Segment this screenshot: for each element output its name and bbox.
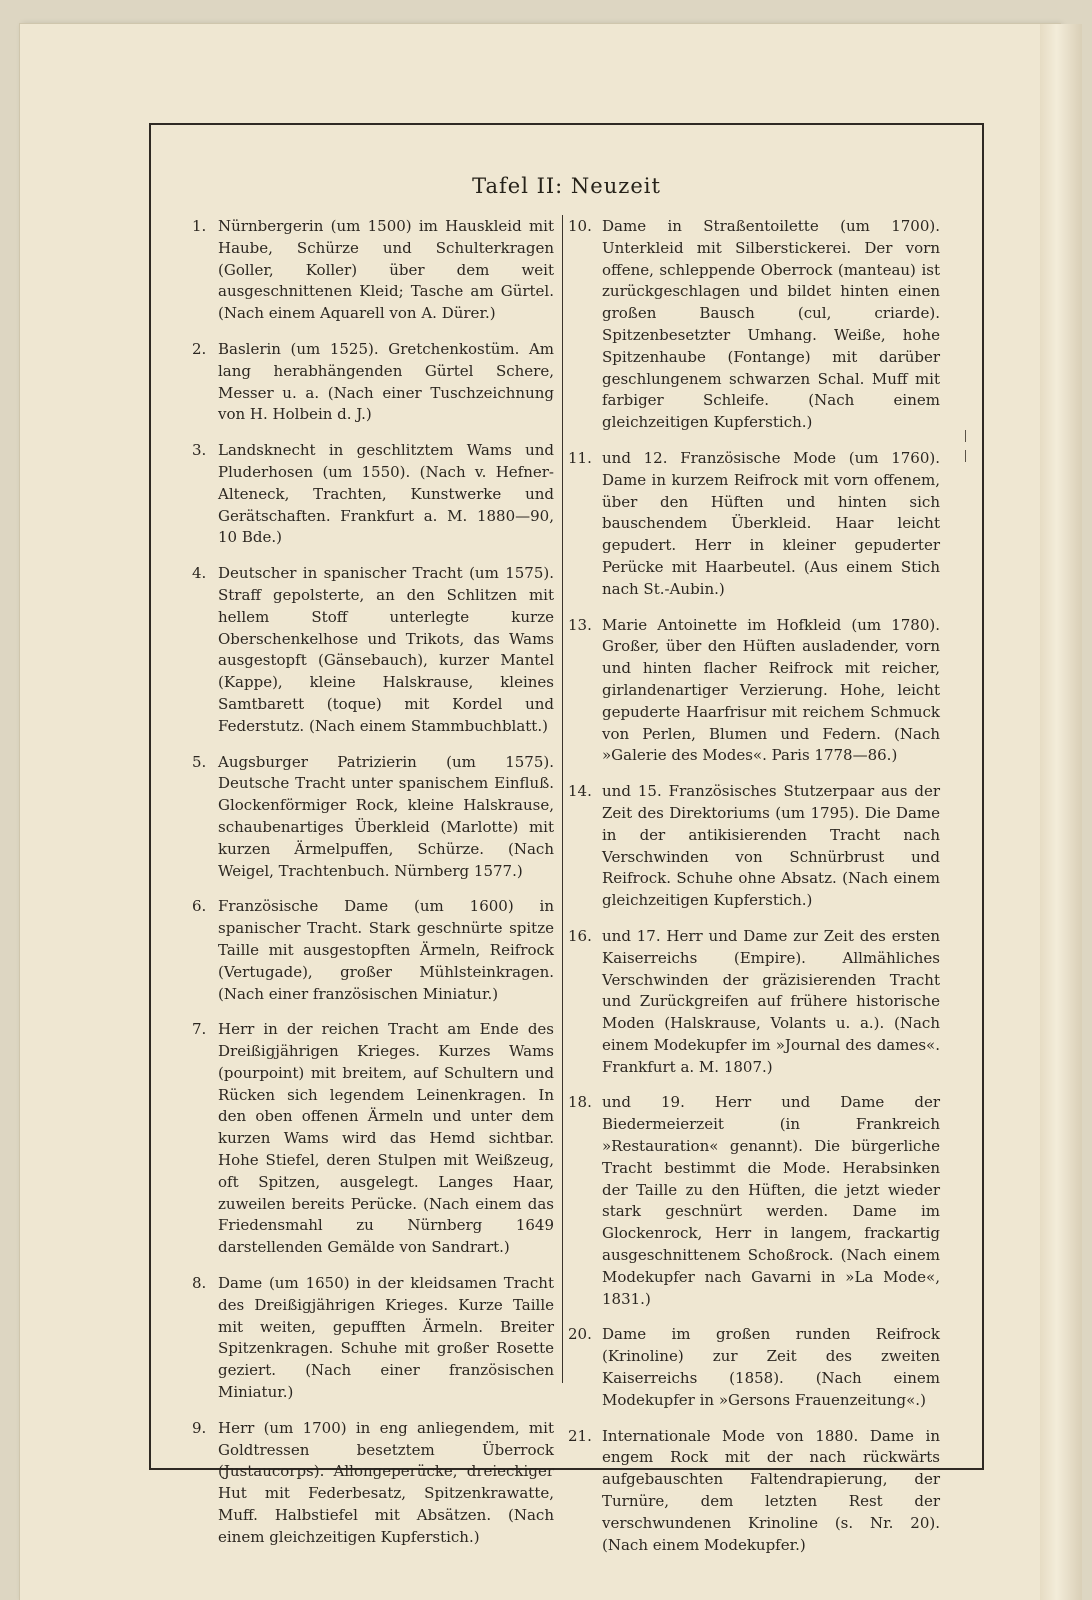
list-item (192, 752, 554, 883)
entry-text: Dame im großen runden Reifrock (Krinoline) zur Zeit des zweiten Kaiserreichs (1858). (Nach einem Modekupfer in »Gersons Frauenzeitung«.) (602, 1325, 940, 1409)
page-edge (1040, 24, 1082, 1600)
entry-text: Herr in der reichen Tracht am Ende des Dreißigjährigen Krieges. Kurzes Wams (pourpoint) mit breitem, auf Schultern und Rücken sich legendem Leinenkragen. In den oben offenen Ärmeln und unter dem kurzen Wams wird das Hemd sichtbar. Hohe Stiefel, deren Stulpen mit Weißzeug, oft Spitzen, ausgelegt. Langes Haar, zuweilen bereits Perücke. (Nach einem das Friedensmahl zu Nürnberg 1649 darstellenden Gemälde von Sandrart.) (218, 1020, 554, 1257)
entry-text: Augsburger Patrizierin (um 1575). Deutsche Tracht unter spanischem Einfluß. Glockenförmiger Rock, kleine Halskrause, schaubenartiges Überkleid (Marlotte) mit kurzen Ärmelpuffen, Schürze. (Nach Weigel, Trachtenbuch. Nürnberg 1577.) (218, 752, 554, 880)
entry-text: Baslerin (um 1525). Gretchenkostüm. Am lang herabhängenden Gürtel Schere, Messer u. a. (Nach einer Tuschzeichnung von H. Holbein d. J.) (218, 339, 554, 424)
entry-text: Dame (um 1650) in der kleidsamen Tracht des Dreißigjährigen Krieges. Kurze Taille mit weiten, gepufften Ärmeln. Breiter Spitzenkragen. Schuhe mit großer Rosette geziert. (Nach einer französischen Miniatur.) (218, 1274, 554, 1402)
entry-number: 8. (192, 1274, 207, 1293)
list-item (192, 1019, 554, 1259)
list-item (192, 440, 554, 549)
entry-text: und 19. Herr und Dame der Biedermeierzeit (in Frankreich »Restauration« genannt). Die bürgerliche Tracht bestimmt die Mode. Herabsinken der Taille zu den Hüften, die jetzt wieder stark geschnürt werden. Dame im Glockenrock, Herr in langem, frackartig ausgeschnittenem Schoßrock. (Nach einem Modekupfer nach Gavarni in »La Mode«, 1831.) (602, 1093, 940, 1308)
list-item (568, 1092, 940, 1310)
entry-number: 2. (192, 339, 207, 358)
entry-number: 6. (192, 897, 207, 916)
entry-number: 13. (568, 615, 592, 634)
list-item (568, 615, 940, 768)
entry-text: Dame in Straßentoilette (um 1700). Unterkleid mit Silberstickerei. Der vorn offene, schleppende Oberrock (manteau) ist zurückgeschlagen und bildet hinten einen großen Bausch (cul, criarde). Spitzenbesetzter Umhang. Weiße, hohe Spitzenhaube (Fontange) mit darüber geschlungenem schwarzen Schal. Muff mit farbiger Schleife. (Nach einem gleichzeitigen Kupferstich.) (602, 217, 940, 432)
entry-number: 4. (192, 564, 207, 583)
entry-number: 11. (568, 448, 592, 467)
column-divider (562, 215, 563, 1383)
entry-number: 7. (192, 1020, 207, 1039)
entry-number: 20. (568, 1325, 592, 1344)
entry-number: 3. (192, 441, 207, 460)
entry-text: Nürnbergerin (um 1500) im Hauskleid mit Haube, Schürze und Schulterkragen (Goller, Koller) über dem weit ausgeschnittenen Kleid; Tasche am Gürtel. (Nach einem Aquarell von A. Dürer.) (218, 217, 554, 323)
list-item (568, 216, 940, 434)
entry-number: 9. (192, 1418, 207, 1437)
entry-number: 18. (568, 1093, 592, 1112)
page-title: Tafel II: Neuzeit (472, 174, 661, 198)
entry-text: Landsknecht in geschlitztem Wams und Pluderhosen (um 1550). (Nach v. Hefner-Alteneck, Trachten, Kunstwerke und Gerätschaften. Frankfurt a. M. 1880—90, 10 Bde.) (218, 441, 554, 547)
right-column (568, 216, 940, 1570)
entry-text: und 12. Französische Mode (um 1760). Dame in kurzem Reifrock mit vorn offenem, über den Hüften und hinten sich bauschendem Überkleid. Haar leicht gepudert. Herr in kleiner gepuderter Perücke mit Haarbeutel. (Aus einem Stich nach St.-Aubin.) (602, 448, 940, 598)
list-item (568, 926, 940, 1079)
entry-text: und 17. Herr und Dame zur Zeit des ersten Kaiserreichs (Empire). Allmähliches Verschwinden der gräzisierenden Tracht und Zurückgreifen auf frühere historische Moden (Halskrause, Volants u. a.). (Nach einem Modekupfer im »Journal des dames«. Frankfurt a. M. 1807.) (602, 926, 940, 1076)
list-item (192, 1418, 554, 1549)
entry-text: und 15. Französisches Stutzerpaar aus der Zeit des Direktoriums (um 1795). Die Dame in der antikisierenden Tracht nach Verschwinden von Schnürbrust und Reifrock. Schuhe ohne Absatz. (Nach einem gleichzeitigen Kupferstich.) (602, 782, 940, 910)
list-item (568, 448, 940, 601)
list-item (192, 339, 554, 426)
entry-text: Französische Dame (um 1600) in spanischer Tracht. Stark geschnürte spitze Taille mit ausgestopften Ärmeln, Reifrock (Vertugade), großer Mühlsteinkragen. (Nach einer französischen Miniatur.) (218, 897, 554, 1003)
entry-text: Deutscher in spanischer Tracht (um 1575). Straff gepolsterte, an den Schlitzen mit hellem Stoff unterlegte kurze Oberschenkelhose und Trikots, das Wams ausgestopft (Gänsebauch), kurzer Mantel (Kappe), kleine Halskrause, kleines Samtbarett (toque) mit Kordel und Federstutz. (Nach einem Stammbuchblatt.) (218, 564, 554, 735)
list-item (192, 896, 554, 1005)
entry-text: Herr (um 1700) in eng anliegendem, mit Goldtressen besetztem Überrock (Justaucorps). Allongeperücke, dreieckiger Hut mit Federbesatz, Spitzenkrawatte, Muff. Halbstiefel mit Absätzen. (Nach einem gleichzeitigen Kupferstich.) (218, 1418, 554, 1546)
list-item (192, 216, 554, 325)
entry-number: 10. (568, 217, 592, 235)
entry-number: 1. (192, 217, 207, 235)
left-column (192, 216, 554, 1563)
entry-text: Internationale Mode von 1880. Dame in engem Rock mit der nach rückwärts aufgebauschten Faltendrapierung, der Turnüre, dem letzten Rest der verschwundenen Krinoline (s. Nr. 20). (Nach einem Modekupfer.) (602, 1426, 940, 1554)
list-item (568, 781, 940, 912)
entry-number: 21. (568, 1426, 592, 1445)
list-item (568, 1324, 940, 1411)
entry-text: Marie Antoinette im Hofkleid (um 1780). Großer, über den Hüften ausladender, vorn und hinten flacher Reifrock mit reicher, girlandenartiger Verzierung. Hohe, leicht gepuderte Haarfrisur mit reichem Schmuck von Perlen, Blumen und Federn. (Nach »Galerie des Modes«. Paris 1778—86.) (602, 615, 940, 765)
entry-number: 16. (568, 926, 592, 945)
entry-number: 14. (568, 782, 592, 801)
entry-number: 5. (192, 752, 207, 771)
margin-marks (965, 430, 967, 470)
list-item (568, 1426, 940, 1557)
list-item (192, 1273, 554, 1404)
list-item (192, 563, 554, 737)
